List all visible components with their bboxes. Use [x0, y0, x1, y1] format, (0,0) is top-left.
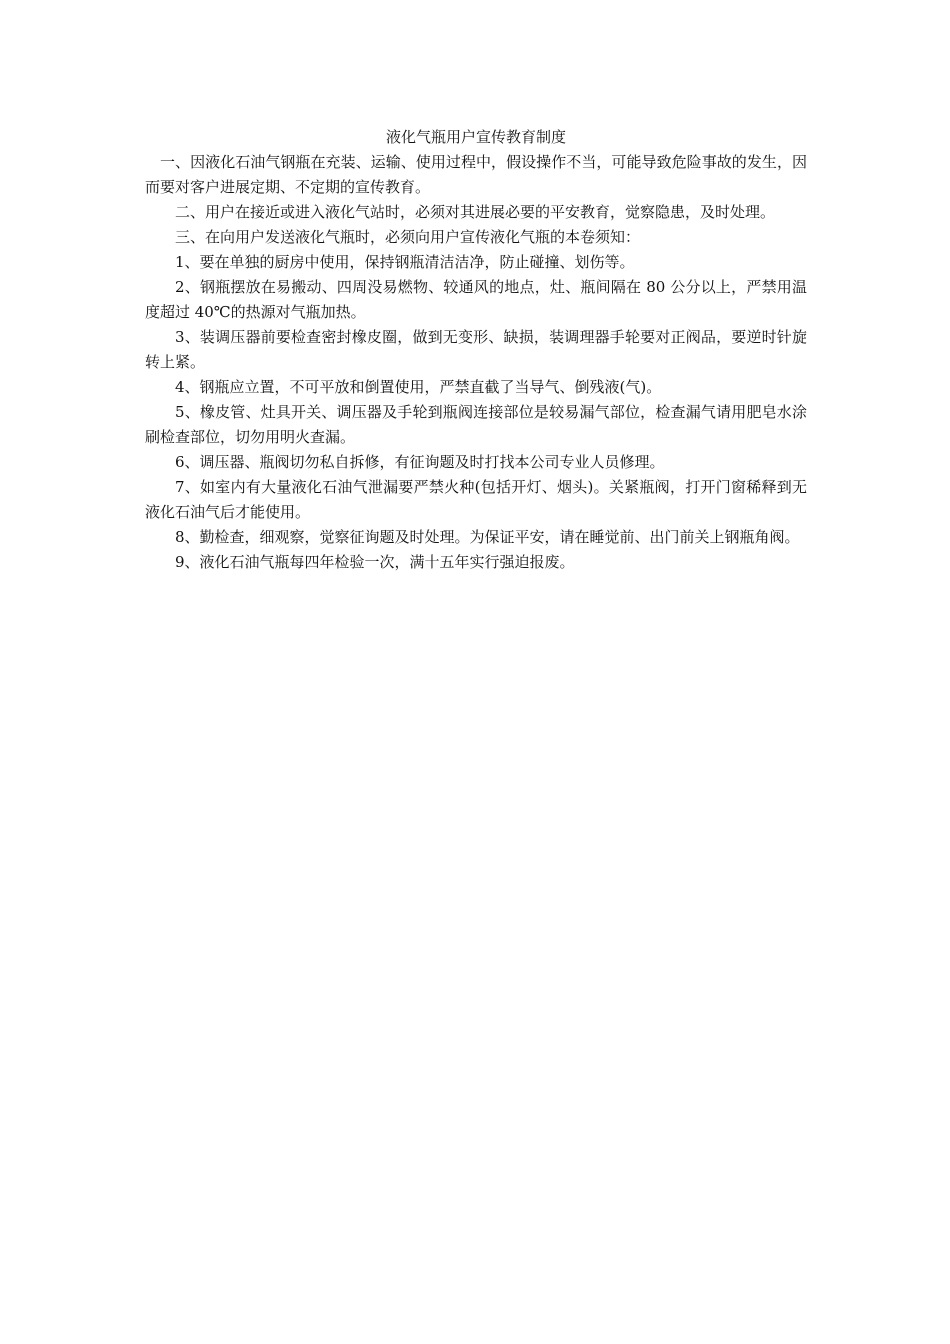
document-title: 液化气瓶用户宣传教育制度 — [385, 128, 566, 146]
list-item-8: 8、勤检查，细观察，觉察征询题及时处理。为保证平安，请在睡觉前、出门前关上钢瓶角阀。 — [175, 528, 800, 546]
paragraph-2: 二、用户在接近或进入液化气站时，必须对其进展必要的平安教育，觉察隐患，及时处理。 — [175, 203, 776, 221]
list-item-4: 4、钢瓶应立置，不可平放和倒置使用，严禁直截了当导气、倒残液(气)。 — [175, 378, 662, 396]
paragraph-1: 一、因液化石油气钢瓶在充装、运输、使用过程中，假设操作不当，可能导致危险事故的发生，因而要对客户进展定期、不定期的宣传教育。 — [145, 153, 807, 196]
list-item-5: 5、橡皮管、灶具开关、调压器及手轮到瓶阀连接部位是较易漏气部位，检查漏气请用肥皂水涂刷检查部位，切勿用明火查漏。 — [145, 403, 807, 446]
list-item-6: 6、调压器、瓶阀切勿私自拆修，有征询题及时打找本公司专业人员修理。 — [175, 453, 665, 471]
document-page — [145, 125, 807, 575]
list-item-9: 9、液化石油气瓶每四年检验一次，满十五年实行强迫报废。 — [175, 553, 575, 571]
list-item-7: 7、如室内有大量液化石油气泄漏要严禁火种(包括开灯、烟头)。关紧瓶阀，打开门窗稀释到无液化石油气后才能使用。 — [145, 478, 807, 521]
list-item-1: 1、要在单独的厨房中使用，保持钢瓶清洁洁净，防止碰撞、划伤等。 — [175, 253, 635, 271]
list-item-3: 3、装调压器前要检查密封橡皮圈，做到无变形、缺损，装调理器手轮要对正阀品，要逆时针旋转上紧。 — [145, 328, 807, 371]
list-item-2: 2、钢瓶摆放在易搬动、四周没易燃物、较通风的地点，灶、瓶间隔在 80 公分以上，严禁用温度超过 40℃的热源对气瓶加热。 — [145, 278, 807, 321]
paragraph-3: 三、在向用户发送液化气瓶时，必须向用户宣传液化气瓶的本卷须知： — [175, 228, 641, 246]
